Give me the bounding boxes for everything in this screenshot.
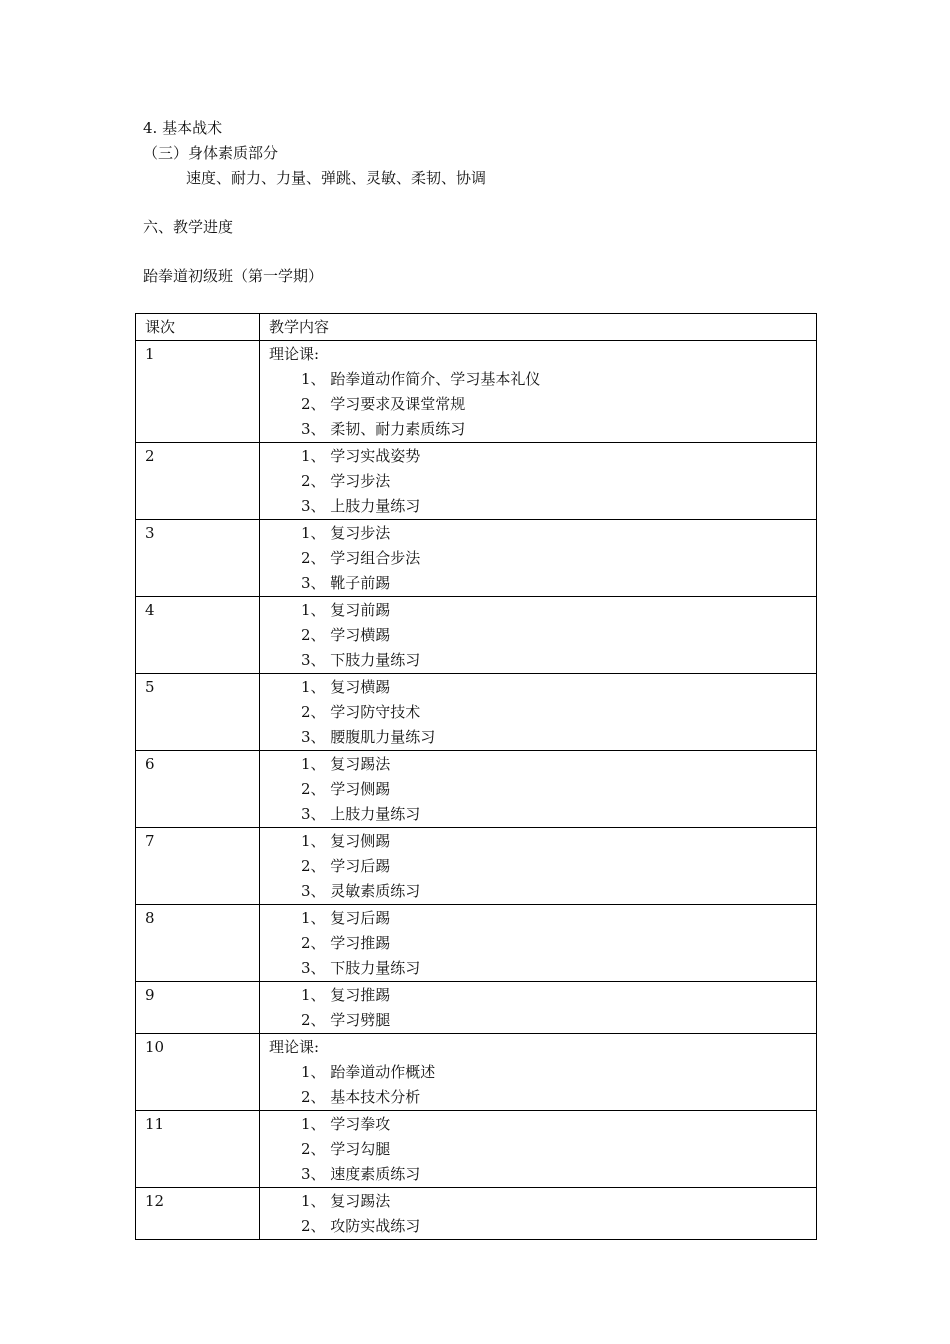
lesson-content (260, 905, 817, 982)
table-row (136, 982, 817, 1034)
table-row (136, 828, 817, 905)
table-row (136, 597, 817, 674)
table-row (136, 905, 817, 982)
lesson-item: 3、 灵敏素质练习 (301, 882, 421, 900)
lesson-item: 2、 学习劈腿 (301, 1011, 391, 1029)
lesson-number: 4 (136, 597, 260, 674)
header-lesson: 课次 (136, 314, 260, 341)
physical-heading: （三）身体素质部分 (143, 144, 279, 162)
lesson-item: 3、 速度素质练习 (301, 1165, 421, 1183)
lesson-item: 3、 下肢力量练习 (301, 959, 421, 977)
lesson-content (260, 674, 817, 751)
lesson-number: 11 (136, 1111, 260, 1188)
lesson-content (260, 443, 817, 520)
lesson-item: 3、 下肢力量练习 (301, 651, 421, 669)
lesson-item: 1、 跆拳道动作简介、学习基本礼仪 (301, 370, 541, 388)
lesson-item: 1、 复习踢法 (301, 1192, 391, 1210)
lesson-label: 理论课: (269, 1038, 320, 1056)
lesson-item: 1、 复习步法 (301, 524, 391, 542)
lesson-item: 2、 学习组合步法 (301, 549, 421, 567)
lesson-item: 3、 柔韧、耐力素质练习 (301, 420, 466, 438)
lesson-content (260, 1111, 817, 1188)
header-content: 教学内容 (260, 314, 817, 341)
lesson-content (260, 597, 817, 674)
lesson-content (260, 520, 817, 597)
lesson-content (260, 1034, 817, 1111)
lesson-item: 2、 学习侧踢 (301, 780, 391, 798)
table-row (136, 1188, 817, 1240)
lesson-content (260, 341, 817, 443)
lesson-item: 2、 攻防实战练习 (301, 1217, 421, 1235)
lesson-number: 8 (136, 905, 260, 982)
lesson-number: 3 (136, 520, 260, 597)
lesson-content (260, 1188, 817, 1240)
lesson-item: 2、 学习后踢 (301, 857, 391, 875)
lesson-number: 5 (136, 674, 260, 751)
lesson-item: 1、 复习横踢 (301, 678, 391, 696)
lesson-item: 3、 腰腹肌力量练习 (301, 728, 436, 746)
lesson-number: 12 (136, 1188, 260, 1240)
progress-heading: 六、教学进度 (143, 218, 234, 236)
lesson-item: 2、 学习步法 (301, 472, 391, 490)
lesson-item: 1、 复习侧踢 (301, 832, 391, 850)
lesson-item: 3、 上肢力量练习 (301, 805, 421, 823)
table-row (136, 1111, 817, 1188)
lesson-item: 2、 学习防守技术 (301, 703, 421, 721)
schedule-table (135, 313, 817, 1240)
lesson-item: 1、 学习实战姿势 (301, 447, 421, 465)
table-row (136, 1034, 817, 1111)
lesson-item: 3、 靴子前踢 (301, 574, 391, 592)
tactics-line: 4. 基本战术 (143, 119, 223, 137)
table-row (136, 443, 817, 520)
lesson-item: 1、 学习拳攻 (301, 1115, 391, 1133)
table-header-row (136, 314, 817, 341)
table-row (136, 674, 817, 751)
lesson-number: 10 (136, 1034, 260, 1111)
lesson-item: 2、 学习勾腿 (301, 1140, 391, 1158)
lesson-item: 3、 上肢力量练习 (301, 497, 421, 515)
lesson-number: 6 (136, 751, 260, 828)
lesson-number: 1 (136, 341, 260, 443)
table-row (136, 751, 817, 828)
lesson-content (260, 828, 817, 905)
physical-items: 速度、耐力、力量、弹跳、灵敏、柔韧、协调 (186, 169, 487, 187)
lesson-item: 1、 复习后踢 (301, 909, 391, 927)
lesson-item: 1、 复习推踢 (301, 986, 391, 1004)
lesson-item: 1、 跆拳道动作概述 (301, 1063, 436, 1081)
table-row (136, 341, 817, 443)
lesson-item: 1、 复习前踢 (301, 601, 391, 619)
lesson-label: 理论课: (269, 345, 320, 363)
table-row (136, 520, 817, 597)
lesson-item: 2、 学习要求及课堂常规 (301, 395, 466, 413)
lesson-item: 2、 基本技术分析 (301, 1088, 421, 1106)
lesson-item: 1、 复习踢法 (301, 755, 391, 773)
lesson-item: 2、 学习推踢 (301, 934, 391, 952)
lesson-number: 7 (136, 828, 260, 905)
lesson-number: 9 (136, 982, 260, 1034)
lesson-content (260, 982, 817, 1034)
lesson-item: 2、 学习横踢 (301, 626, 391, 644)
lesson-content (260, 751, 817, 828)
class-title: 跆拳道初级班（第一学期） (143, 267, 324, 285)
lesson-number: 2 (136, 443, 260, 520)
